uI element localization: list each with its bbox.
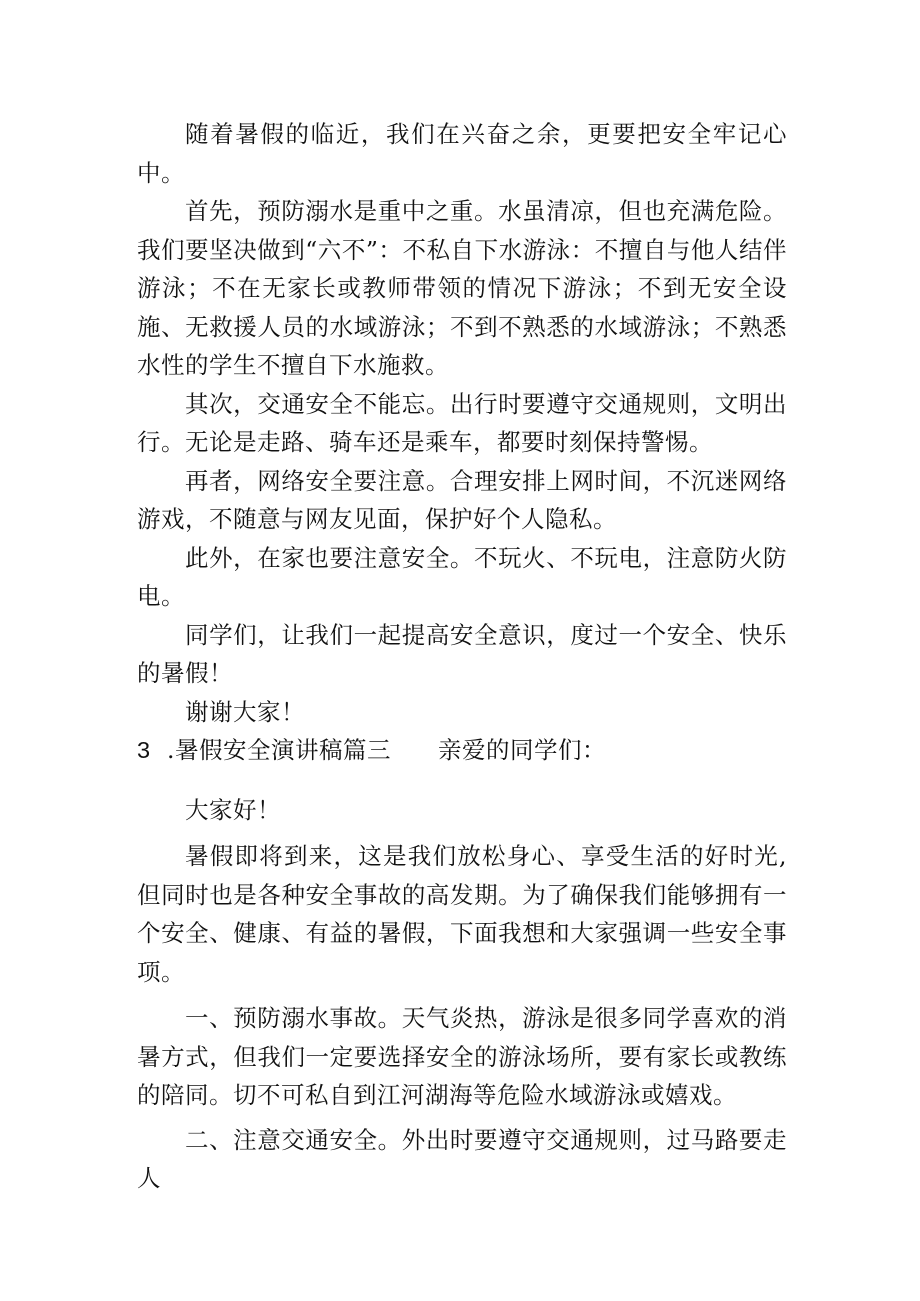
paragraph-thanks: 谢谢大家！ xyxy=(185,697,305,726)
hello-line xyxy=(137,791,787,830)
greeting: 亲爱的同学们： xyxy=(438,736,606,764)
section-number: 3 xyxy=(137,737,151,763)
paragraph-home: 此外，在家也要注意安全。不玩火、不玩电，注意防火防电。 xyxy=(137,543,787,610)
paragraph-traffic-2: 二、注意交通安全。外出时要遵守交通规则，过马路要走人 xyxy=(137,1125,787,1192)
paragraph-intro: 随着暑假的临近，我们在兴奋之余，更要把安全牢记心中。 xyxy=(137,120,787,187)
paragraph-hello: 大家好！ xyxy=(185,796,281,824)
paragraph-traffic: 其次，交通安全不能忘。出行时要遵守交通规则，文明出行。无论是走路、骑车还是乘车，都要时刻保持警惕。 xyxy=(137,389,787,456)
section-title: .暑假安全演讲稿篇三 xyxy=(166,736,391,764)
paragraph-drowning-2: 一、预防溺水事故。天气炎热，游泳是很多同学喜欢的消暑方式，但我们一定要选择安全的游泳场所，要有家长或教练的陪同。切不可私自到江河湖海等危险水域游泳或嬉戏。 xyxy=(137,1004,787,1109)
paragraph-closing: 同学们，让我们一起提高安全意识，度过一个安全、快乐的暑假！ xyxy=(137,620,787,687)
paragraph-internet: 再者，网络安全要注意。合理安排上网时间，不沉迷网络游戏，不随意与网友见面，保护好个人隐私。 xyxy=(137,466,787,533)
paragraph-drowning: 首先，预防溺水是重中之重。水虽清凉，但也充满危险。我们要坚决做到“六不”：不私自下水游泳：不擅自与他人结伴游泳；不在无家长或教师带领的情况下游泳；不到无安全设施、无救援人员的水域游泳；不到不熟悉的水域游泳；不熟悉水性的学生不擅自下水施救。 xyxy=(137,197,787,379)
section-1-body xyxy=(137,115,787,731)
paragraph-summer-intro: 暑假即将到来，这是我们放松身心、享受生活的好时光,但同时也是各种安全事故的高发期。为了确保我们能够拥有一个安全、健康、有益的暑假，下面我想和大家强调一些安全事项。 xyxy=(137,842,787,986)
section-heading xyxy=(137,731,787,770)
section-2-body xyxy=(137,837,787,1198)
